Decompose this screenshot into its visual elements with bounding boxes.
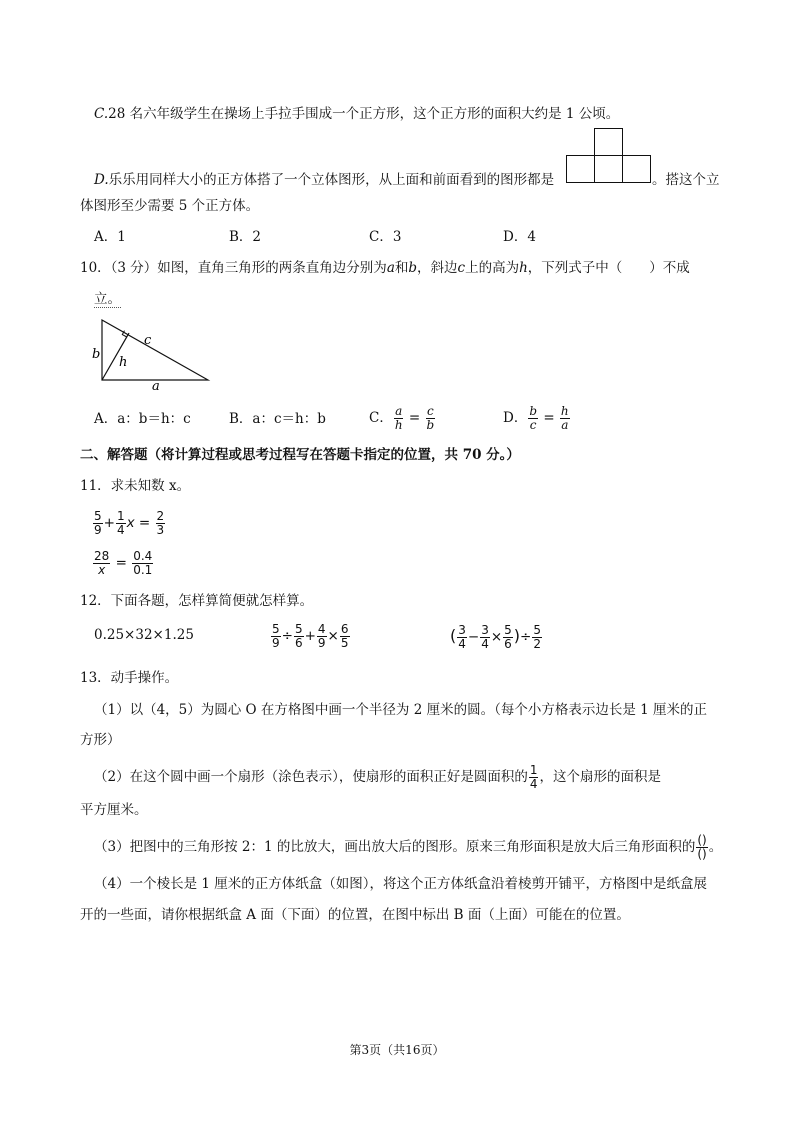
q9-option-d-cont: 。搭这个立 — [652, 172, 720, 188]
q12-expr-3: ( $\frac{3}{4}$ − $\frac{3}{4}$ × $\frac{5}{6}$ )÷ $\frac{5}{2}$ — [450, 622, 541, 651]
fig-label-c: c — [144, 333, 152, 348]
section-heading: 二、解答题（将计算过程或思考过程写在答题卡指定的位置，共 70 分。） — [80, 447, 520, 463]
q9-choice-c: C．3 — [369, 229, 402, 245]
q13-title: 13．动手操作。 — [80, 670, 179, 686]
q11-equation-1: $\frac{5}{9}$ + $\frac{1}{4}$ x = $\frac{2}{3}$ — [94, 508, 165, 537]
q12-expr-2: $\frac{5}{9}$ ÷ $\frac{5}{6}$ + $\frac{4}{9}$ × $\frac{6}{5}$ — [272, 621, 349, 650]
page-footer: 第3页（共16页） — [349, 1043, 445, 1057]
cube-view-figure — [566, 128, 652, 184]
q13-part-4: （4）一个棱长是 1 厘米的正方体纸盒（如图），将这个正方体纸盒沿着棱剪开铺平，方格图中是纸盒展 — [94, 876, 708, 892]
q10-stem: 10．（3 分）如图，直角三角形的两条直角边分别为a和b，斜边c上的高为h，下列式子中（ ）不成 — [80, 260, 690, 276]
q13-part-1: （1）以（4，5）为圆心 O 在方格图中画一个半径为 2 厘米的圆。（每个小方格表示边长是 1 厘米的正 — [94, 702, 708, 718]
fig-label-h: h — [119, 355, 128, 370]
q12-title: 12．下面各题，怎样算简便就怎样算。 — [80, 593, 314, 609]
q9-choice-a: A．1 — [94, 229, 126, 245]
q9-choice-b: B．2 — [229, 229, 262, 245]
fig-label-b: b — [92, 347, 101, 362]
q10-stem-line2: 立。 — [94, 291, 121, 307]
right-triangle-figure — [88, 314, 218, 394]
q13-part-4-cont: 开的一些面，请你根据纸盒 A 面（下面）的位置，在图中标出 B 面（上面）可能在的位置。 — [80, 907, 630, 923]
q13-part-2-cont: 平方厘米。 — [80, 802, 148, 818]
q9-option-c: C.28 名六年级学生在操场上手拉手围成一个正方形，这个正方形的面积大约是 1 公顷。 — [94, 106, 620, 122]
q10-option-a: A．a：b＝h：c — [94, 411, 191, 427]
q10-option-b: B．a：c＝h：b — [229, 411, 326, 427]
q10-option-c: C． $\frac{a}{h}$ = $\frac{c}{b}$ — [369, 404, 435, 432]
q9-option-d-line2: 体图形至少需要 5 个正方体。 — [80, 198, 260, 214]
q10-option-d: D． $\frac{b}{c}$ = $\frac{h}{a}$ — [503, 404, 569, 432]
q13-part-1-cont: 方形） — [80, 732, 121, 748]
q11-title: 11．求未知数 x。 — [80, 478, 191, 494]
q12-expr-1: 0.25×32×1.25 — [94, 627, 194, 643]
q11-equation-2: $\frac{28}{x}$ = $\frac{0.4}{0.1}$ — [94, 548, 153, 577]
q9-choice-d: D．4 — [503, 229, 536, 245]
q13-part-2: （2）在这个圆中画一个扇形（涂色表示），使扇形的面积正好是圆面积的 $\frac{1}{4}$ ，这个扇形的面积是 — [94, 763, 661, 791]
q9-option-d: D.乐乐用同样大小的正方体搭了一个立体图形，从上面和前面看到的图形都是 — [94, 172, 555, 188]
fig-label-a: a — [152, 379, 160, 394]
q13-part-3: （3）把图中的三角形按 2：1 的比放大，画出放大后的图形。原来三角形面积是放大后三角形面积的 () () 。 — [94, 833, 723, 861]
